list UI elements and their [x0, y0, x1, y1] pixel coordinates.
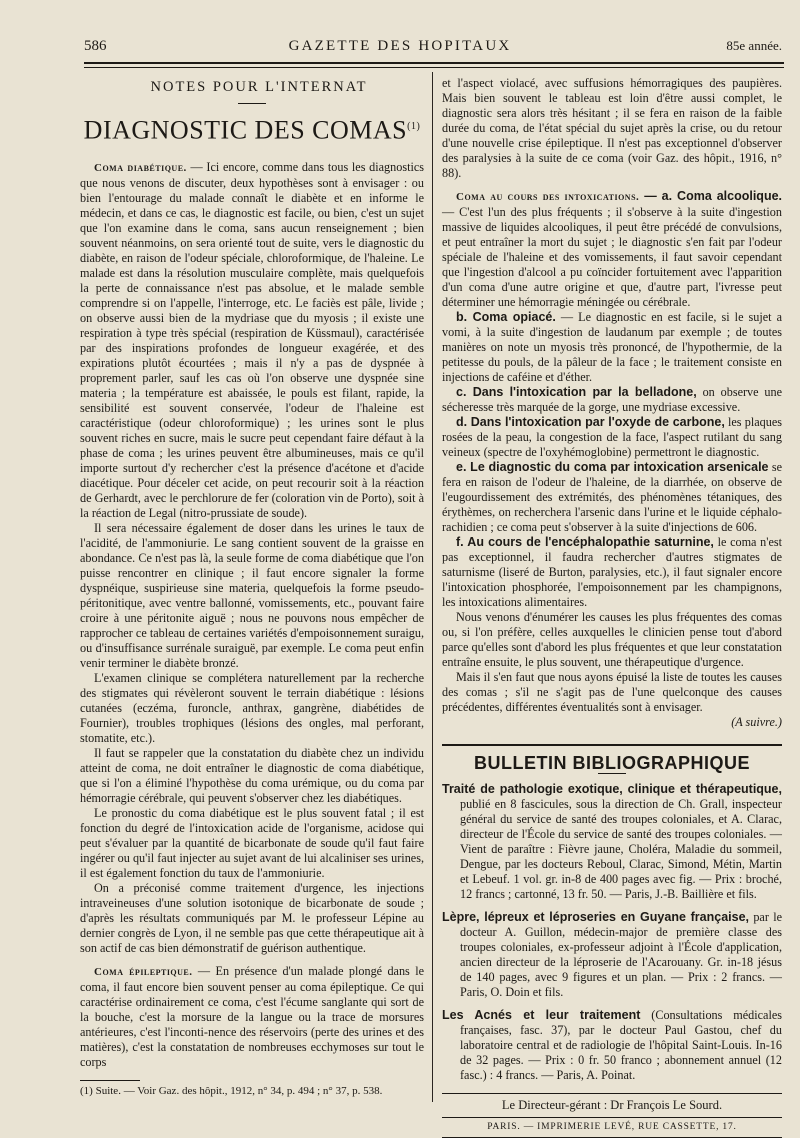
paragraph-saturnine	[442, 535, 782, 610]
right-column	[442, 76, 782, 1138]
heading-coma-epileptique: Coma épileptique.	[94, 965, 193, 978]
bibliography-entry	[442, 1008, 782, 1083]
running-header	[0, 38, 800, 60]
entry-text: (Consultations médicales françaises, fasc. 37), par le docteur Paul Gastou, chef du laboratoire central et de radiologie de l'hôpital Saint-Louis. In-16 de 32 pages. — Prix : 0 fr. 50 franco ; abonnement annuel (12 fasc.) : 4 francs. — Paris, A. Poinat.	[460, 1008, 782, 1082]
text-opiace: — Le diagnostic en est facile, si le sujet a vomi, à la suite d'ingestion de laudanum par exemple ; de toutes manières on note un myosis très prononcé, de l'hypothermie, de la petitesse du pouls, de la pâleur de la face ; le traitement consiste en injections de caféine et d'éther.	[442, 310, 783, 384]
paragraph-continued: et l'aspect violacé, avec suffusions hémorragiques des paupières. Mais bien souvent le tableau est loin d'être aussi complet, le diagnostic sera alors très hésitant ; il se fera en raison de la faible durée du coma, de l'état spécial du sujet après la crise, ou du retour d'une nouvelle crise épileptique. Il n'est pas exceptionnel d'observer des paralysies à la suite de ce coma (voir Gaz. des hôpit., 1916, n° 88).	[442, 76, 782, 180]
journal-title: GAZETTE DES HOPITAUX	[288, 38, 512, 54]
paragraph: Il faut se rappeler que la constatation du diabète chez un individu atteint de coma, ne doit entraîner le diagnostic de coma diabétique, que si l'on a éliminé l'hypothèse du coma urémique, ou du coma par hémorragie cérébrale, qui peuvent s'observer chez les diabétiques.	[80, 745, 424, 805]
subheading-arsenic: e. Le diagnostic du coma par intoxication arsenicale	[456, 460, 769, 474]
heading-coma-diabetique: Coma diabétique.	[94, 161, 187, 174]
heading-intoxications: Coma au cours des intoxications.	[456, 191, 640, 203]
text-alcoolique: — C'est l'un des plus fréquents ; il s'observe à la suite d'ingestion massive de liquides alcooliques, il peut être précédé de convulsions, et peut entraîner la mort du sujet ; le diagnostic s'en fait par l'odeur spéciale de l'haleine et des vomissements, il faut savoir cependant que l'ingestion d'alcool a pu coïncider fortuitement avec l'apparition d'un coma d'une autre origine et que, d'autre part, l'ivresse peut déterminer une hémorragie méningée ou cérébrale.	[442, 205, 782, 309]
text-arsenic: se fera en raison de l'odeur de l'haleine, de la diarrhée, on observe de l'eugourdissement des extrémités, des phénomènes tétaniques, des érythèmes, on recherchera l'arsenic dans l'urine et le liquide céphalo-rachidien ; ce coma peut s'observer à la suite d'injections de 606.	[442, 460, 782, 534]
column-divider	[432, 72, 433, 1102]
text-saturnine: le coma n'est pas exceptionnel, il faudra rechercher d'autres stigmates de saturnisme (liseré de Burton, paralysies, etc.), il faut signaler encore l'intoxication phosphorée, l'empoisonnement par les champignons, les intoxications alimentaires.	[442, 535, 782, 609]
paragraph-arsenic	[442, 460, 782, 535]
text-coma-diabetique: — Ici encore, comme dans tous les diagnostics que nous venons de discuter, deux hypothèses sont à envisager : ou bien l'entourage du malade connaît le diabète et en informe le médecin, et dans ce cas, le diagnostic est facile, ou bien, c'est un sujet que l'on examine dans le coma, sans aucun renseignement ; bien souvent néanmoins, on sera orienté tout de suite, vers le diagnostic du diabète, en raison de l'odeur spéciale, chloroformique, de l'haleine. Le malade est dans la résolution musculaire complète, mais quelquefois la perte de connaissance n'est pas absolue, et le malade semble comprendre si on l'appelle, l'interroge, etc. Le faciès est pâle, livide ; on observe aussi bien de la mydriase que du myosis ; il existe une respiration à type très spécial (respiration de Küssmaul), caractérisée par des inspirations profondes de longueur exagérée, et des expirations plutôt écourtées ; mais il n'y a pas de dyspnée à proprement parler, sauf les cas où l'on observe une dyspnée sine materia ; la température est abaissée, le pouls est filant, rapide, la sensibilité est souvent conservée, l'odeur de l'haleine est caractéristique (odeur chloroformique) ; les urines sont le plus souvent riches en sucre, mais le sucre peut cependant faire défaut à la phase de coma ; les urines peuvent être albumineuses, mais ce qu'il importe surtout d'y rechercher c'est la présence d'acétone et d'acide diacétique. Pour déceler cet acide, on peut recourir soit à la réaction de Gerhardt, avec le perchlorure de fer (coloration vin de Porto), soit à la réaction de Legal (nitro-prussiate de soude).	[80, 159, 425, 520]
paragraph-opiace	[442, 310, 782, 385]
paragraph: Le pronostic du coma diabétique est le plus souvent fatal ; il est fonction du degré de l'intoxication acide de l'organisme, acidose qui peut s'évaluer par la quantité de bicarbonate de soude qu'il faut faire ingérer ou qu'il faut injecter au sujet avant de lui alcaliniser ses urines, il est également fonction du taux de l'ammoniurie.	[80, 805, 424, 880]
kicker-rule	[238, 103, 266, 104]
spacer	[80, 956, 424, 964]
bibliography-entry	[442, 910, 782, 1000]
paragraph-intoxications	[442, 189, 782, 310]
section-kicker: NOTES POUR L'INTERNAT	[150, 79, 368, 95]
paragraph: Il sera nécessaire également de doser dans les urines le taux de l'acidité, de l'ammoniurie. Le sang contient souvent de la graisse en abondance. Ce n'est pas là, la seule forme de coma diabétique que l'on puisse rencontrer en clinique ; il faut encore signaler la forme dyspnéique, suspirieuse sine materia, quelquefois la forme pseudo-péritonitique, avec ventre ballonné, vomissements, etc., pouvant faire croire à une péritonite aiguë ; nous ne pouvons nous empêcher de rapprocher ce tableau de certaines variétés d'empoisonnement suraigu, ou d'insuffisance surrénale suraiguë, par exemple. Le coma peut enfin venir terminer le diabète bronzé.	[80, 520, 424, 670]
text-oxyde-carbone: les plaques rosées de la peau, la congestion de la face, l'aspect rutilant du sang veineux (spectre de l'oxyhémoglobine) permettront le diagnostic.	[442, 415, 782, 459]
article-title	[80, 112, 424, 146]
paragraph: On a préconisé comme traitement d'urgence, les injections intraveineuses d'une solution isotonique de bicarbonate de soude ; d'après les résultats communiqués par M. le professeur Lépine au dernier congrès de Lyon, il ne semble pas que cette thérapeutique ait à son actif de cas bien démonstratif de guérison authentique.	[80, 880, 424, 955]
article-title-text: DIAGNOSTIC DES COMAS	[83, 115, 408, 145]
paragraph: L'examen clinique se complétera naturellement par la recherche des stigmates qui révèleront souvent le terrain diabétique : lésions cutanées (eczéma, furoncle, anthrax, gangrène, diabétides de Fournier), troubles trophiques (lésions des ongles, mal perforant, stomatite, etc.).	[80, 670, 424, 745]
paragraph-coma-epileptique	[80, 964, 424, 1070]
paragraph-coma-diabetique	[80, 160, 424, 521]
subheading-oxyde-carbone: d. Dans l'intoxication par l'oxyde de carbone,	[456, 415, 725, 429]
paragraph-belladone	[442, 385, 782, 415]
printer-imprint: PARIS. — IMPRIMERIE LEVÉ, RUE CASSETTE, 17.	[442, 1117, 782, 1138]
subheading-alcoolique: — a. Coma alcoolique.	[639, 189, 782, 203]
entry-text: par le docteur A. Guillon, médecin-major de première classe des troupes coloniales, ex-professeur adjoint à l'École d'application, ancien directeur de la léproserie de l'Acarouany. Gr. in-18 jésus de 140 pages, avec 9 figures et un plan. — Prix : 2 francs. — Paris, O. Doin et fils.	[460, 910, 782, 999]
entry-title: Lèpre, lépreux et léproseries en Guyane française,	[442, 910, 750, 924]
footnote-rule	[80, 1080, 140, 1081]
text-coma-epileptique: — En présence d'un malade plongé dans le coma, il faut encore bien souvent penser au coma épileptique. Ce qui caractérise ordinairement ce coma, c'est l'écume sanglante qui sort de la bouche, c'est la morsure de la langue ou la trace de morsures antérieures, c'est l'inconti-nence des réservoirs (perte des urines et des matières), c'est la constatation de nombreuses ecchymoses sur tout le corps	[80, 963, 424, 1069]
left-column	[80, 76, 424, 1098]
text-belladone: on observe une sécheresse très marquée de la gorge, une mydriase excessive.	[442, 385, 782, 414]
year-label: 85e année.	[726, 38, 782, 53]
subheading-opiace: b. Coma opiacé.	[456, 310, 556, 324]
title-footnote-mark: (1)	[407, 121, 421, 132]
entry-title: Les Acnés et leur traitement	[442, 1008, 641, 1022]
to-be-continued: (A suivre.)	[731, 715, 782, 729]
paragraph: Mais il s'en faut que nous ayons épuisé la liste de toutes les causes des comas ; s'il ne s'agit pas de l'une quelconque des causes précédentes, différentes éventualités sont à envisager.	[442, 670, 782, 714]
entry-text: publié en 8 fascicules, sous la direction de Ch. Grall, inspecteur général du service de santé des troupes coloniales, et A. Clarac, directeur de l'École du service de santé des troupes coloniales. — Vient de paraître : Fièvre jaune, Choléra, Maladie du sommeil, Dengue, par les docteurs Reboul, Clarac, Simond, Métin, Martin et Lebeuf. 1 vol. gr. in-8 de 400 pages avec fig. — Prix : broché, 12 francs ; cartonné, 13 fr. 50. — Paris, J.-B. Baillière et fils.	[460, 797, 782, 901]
paragraph: Nous venons d'énumérer les causes les plus fréquentes des comas ou, si l'on préfère, celles auxquelles le clinicien pense tout d'abord parce qu'elles sont d'abord les plus fréquentes et que leur constatation entraîne ensuite, le plus souvent, une thérapeutique d'urgence.	[442, 610, 782, 669]
bulletin-rule	[442, 744, 782, 746]
bulletin-title: BULLETIN BIBLIOGRAPHIQUE	[474, 753, 750, 773]
page-number: 586	[84, 38, 107, 54]
footnote: (1) Suite. — Voir Gaz. des hôpit., 1912, n° 34, p. 494 ; n° 37, p. 538.	[80, 1084, 383, 1097]
subheading-saturnine: f. Au cours de l'encéphalopathie saturnine,	[456, 535, 714, 549]
header-rule	[84, 62, 784, 68]
entry-title: Traité de pathologie exotique, clinique et thérapeutique,	[442, 782, 782, 796]
bulletin-title-rule	[598, 773, 626, 774]
publisher-signature: Le Directeur-gérant : Dr François Le Sourd.	[442, 1093, 782, 1113]
paragraph-oxyde-carbone	[442, 415, 782, 460]
subheading-belladone: c. Dans l'intoxication par la belladone,	[456, 385, 697, 399]
spacer	[442, 181, 782, 189]
bibliography-entry	[442, 782, 782, 902]
